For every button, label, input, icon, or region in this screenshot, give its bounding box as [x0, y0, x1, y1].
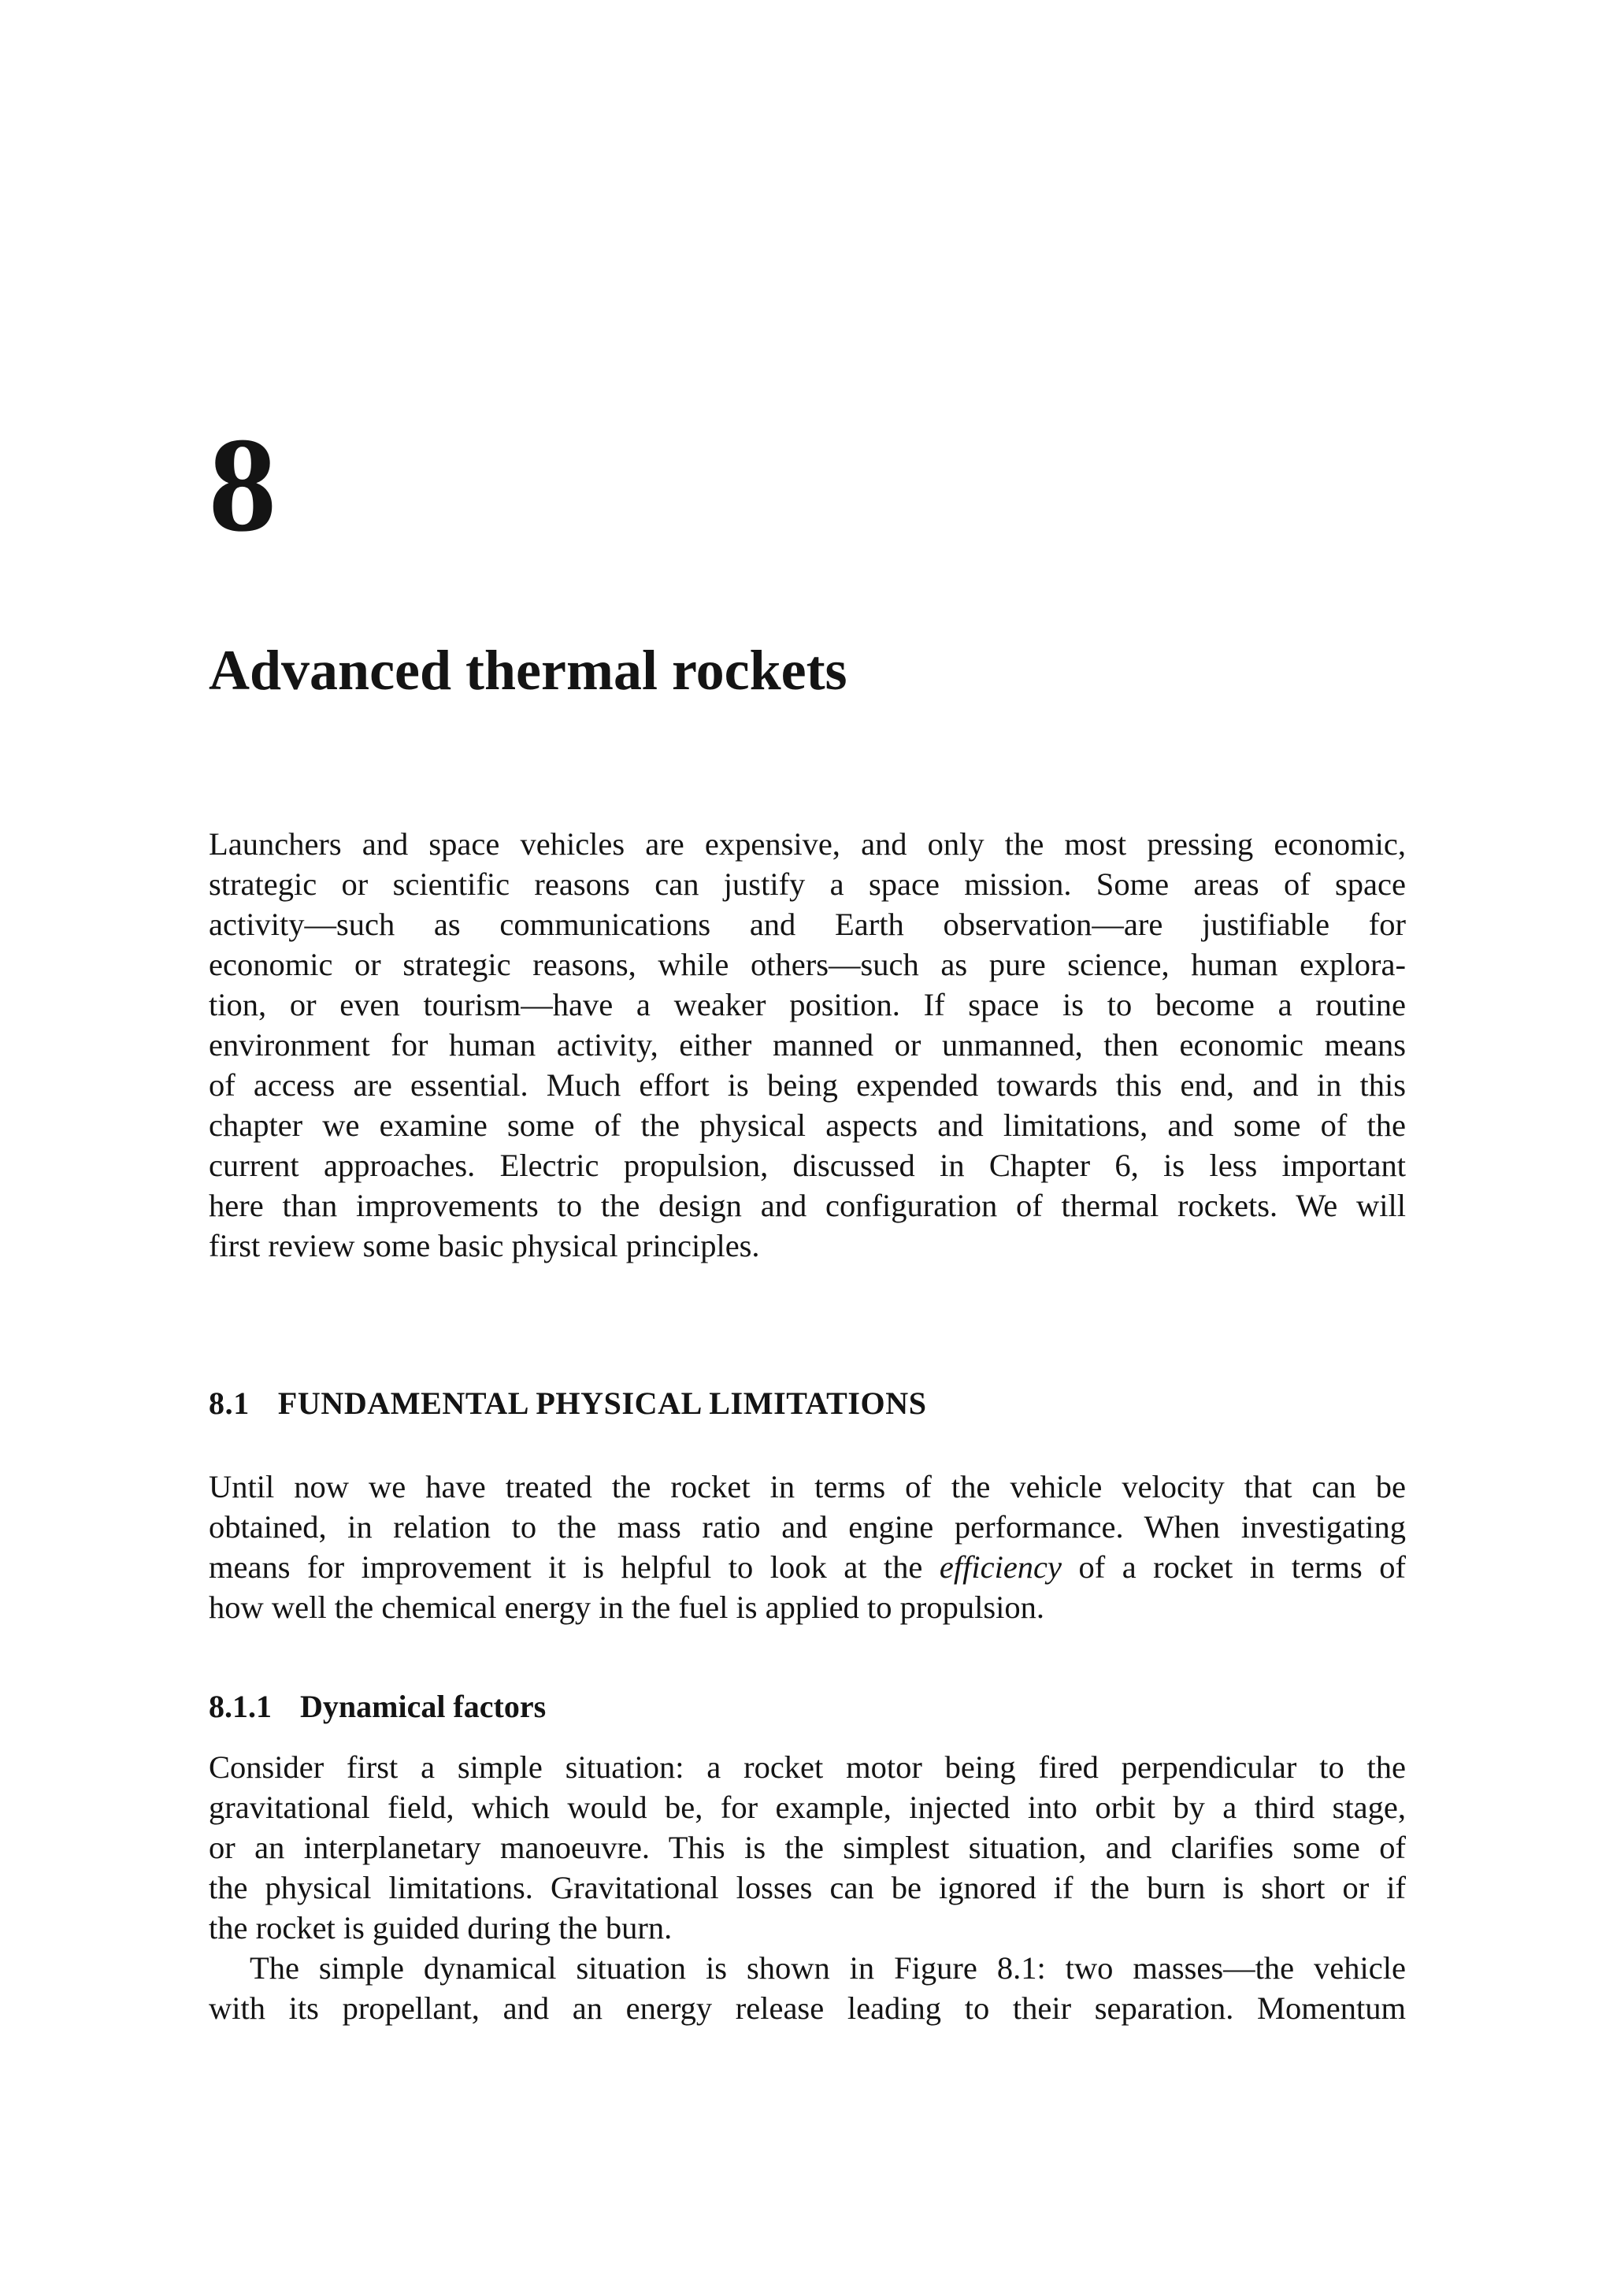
text-line: with its propellant, and an energy release leading to their separation. Momentum: [209, 1990, 1406, 2026]
section-number: 8.1: [209, 1385, 250, 1421]
text-line: Until now we have treated the rocket in terms of the vehicle velocity that can be: [209, 1469, 1406, 1504]
emphasis-text: efficiency: [939, 1549, 1062, 1585]
subsection-paragraph-1: [209, 1747, 1406, 1948]
text-line: the physical limitations. Gravitational losses can be ignored if the burn is short or if: [209, 1870, 1406, 1905]
subsection-paragraph-2: [209, 1948, 1406, 2028]
text-line: chapter we examine some of the physical aspects and limitations, and some of the: [209, 1107, 1406, 1143]
text-line: Launchers and space vehicles are expensive, and only the most pressing economic,: [209, 826, 1406, 862]
book-page: [209, 0, 1406, 2296]
text-line: or an interplanetary manoeuvre. This is the simplest situation, and clarifies some of: [209, 1830, 1406, 1865]
text-line: gravitational field, which would be, for example, injected into orbit by a third stage,: [209, 1790, 1406, 1825]
section-heading: [209, 1385, 927, 1422]
text-line: Consider first a simple situation: a rocket motor being fired perpendicular to the: [209, 1749, 1406, 1785]
text-line: current approaches. Electric propulsion, discussed in Chapter 6, is less important: [209, 1148, 1406, 1183]
text-line: strategic or scientific reasons can justify a space mission. Some areas of space: [209, 866, 1406, 902]
subsection-heading: [209, 1688, 546, 1725]
text-fragment: means for improvement it is helpful to look at the: [209, 1549, 940, 1585]
text-line: environment for human activity, either manned or unmanned, then economic means: [209, 1027, 1406, 1063]
text-line: activity—such as communications and Earth observation—are justifiable for: [209, 907, 1406, 942]
text-line: economic or strategic reasons, while others—such as pure science, human explora-: [209, 947, 1406, 982]
text-line: of access are essential. Much effort is being expended towards this end, and in this: [209, 1067, 1406, 1103]
text-fragment: of a rocket in terms of: [1062, 1549, 1406, 1585]
subsection-title: Dynamical factors: [300, 1689, 547, 1724]
text-line: obtained, in relation to the mass ratio and engine performance. When investigating: [209, 1509, 1406, 1545]
subsection-number: 8.1.1: [209, 1689, 272, 1724]
text-line: The simple dynamical situation is shown in Figure 8.1: two masses—the vehicle: [250, 1950, 1406, 1986]
text-line: tion, or even tourism—have a weaker position. If space is to become a routine: [209, 987, 1406, 1022]
section-title: FUNDAMENTAL PHYSICAL LIMITATIONS: [277, 1385, 927, 1421]
text-line: the rocket is guided during the burn.: [209, 1910, 673, 1945]
text-line: [209, 1547, 1406, 1587]
section-paragraph: [209, 1467, 1406, 1627]
text-line: here than improvements to the design and configuration of thermal rockets. We will: [209, 1188, 1406, 1223]
text-line: first review some basic physical principles.: [209, 1228, 760, 1263]
chapter-title: Advanced thermal rockets: [209, 639, 847, 702]
chapter-number: 8: [209, 410, 276, 560]
intro-paragraph: [209, 824, 1406, 1266]
text-line: how well the chemical energy in the fuel is applied to propulsion.: [209, 1589, 1044, 1625]
